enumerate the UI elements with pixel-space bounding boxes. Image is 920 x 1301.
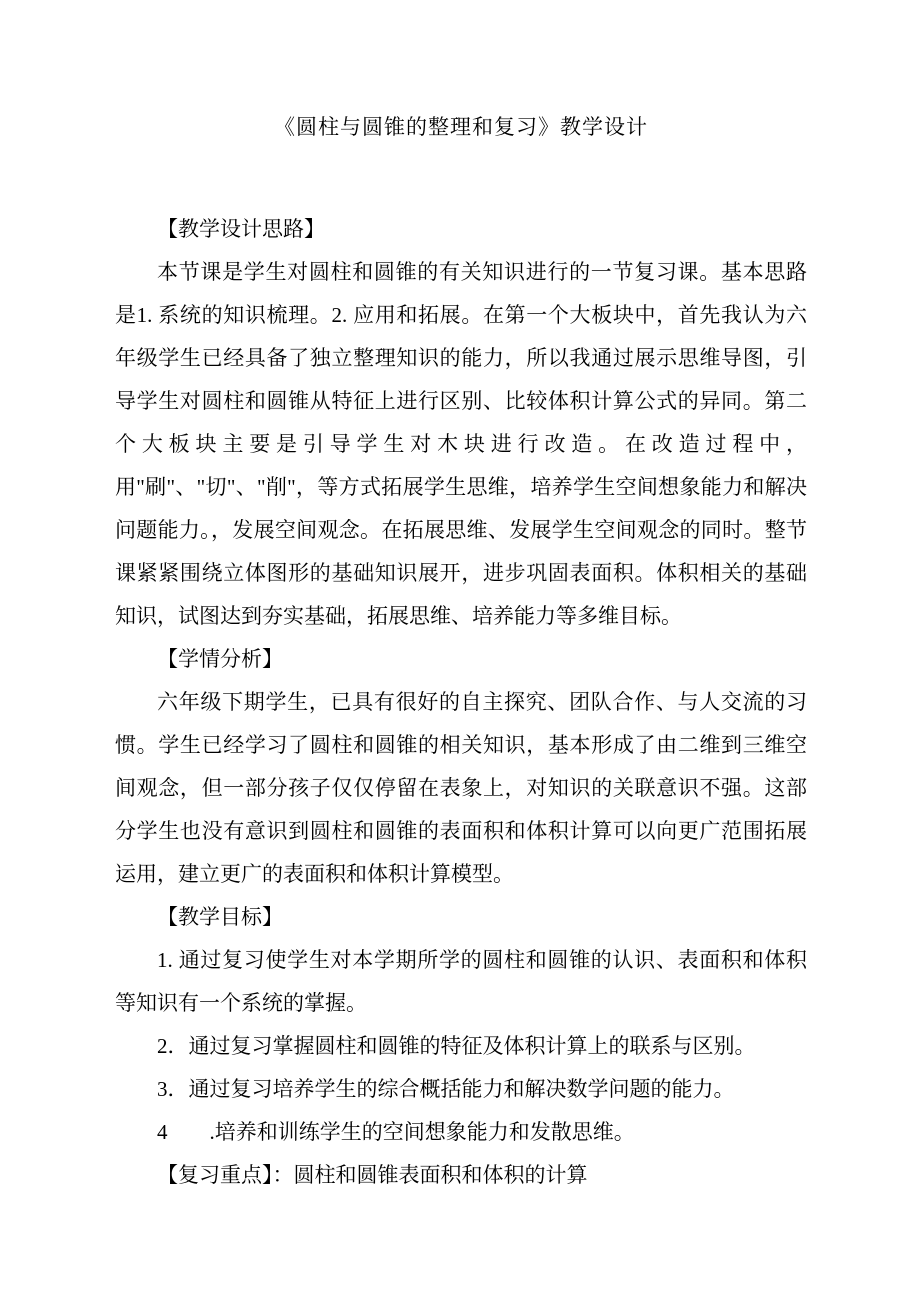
goal-item-3: 3．通过复习培养学生的综合概括能力和解决数学问题的能力。 [157, 1077, 735, 1101]
goal-item-4: 4 .培养和训练学生的空间想象能力和发散思维。 [157, 1120, 635, 1144]
goal-item-2: 2．通过复习掌握圆柱和圆锥的特征及体积计算上的联系与区别。 [157, 1034, 756, 1058]
section-heading-teaching-goals: 【教学目标】 [157, 905, 283, 929]
paragraph-learner-analysis: 六年级下期学生，已具有很好的自主探究、团队合作、与人交流的习惯。学生已经学习了圆柱和圆锥的相关知识，基本形成了由二维到三维空间观念，但一部分孩子仅仅停留在表象上，对知识的关联意识不强。这部分学生也没有意识到圆柱和圆锥的表面积和体积计算可以向更广范围拓展运用，建立更广的表面积和体积计算模型。 [115, 690, 807, 886]
section-heading-learner-analysis: 【学情分析】 [157, 647, 283, 671]
section-heading-review-focus: 【复习重点】：圆柱和圆锥表面积和体积的计算 [157, 1163, 588, 1187]
section-heading-teaching-design-idea: 【教学设计思路】 [157, 217, 325, 241]
paragraph-teaching-design-idea: 本节课是学生对圆柱和圆锥的有关知识进行的一节复习课。基本思路是1. 系统的知识梳理。2. 应用和拓展。在第一个大板块中，首先我认为六年级学生已经具备了独立整理知识的能力，所以我通过展示思维导图，引导学生对圆柱和圆锥从特征上进行区别、比较体积计算公式的异同。第二个大板块主要是引导学生对木块进行改造。在改造过程中，用"刷"、"切"、"削"，等方式拓展学生思维，培养学生空间想象能力和解决问题能力。，发展空间观念。在拓展思维、发展学生空间观念的同时。整节课紧紧围绕立体图形的基础知识展开，进步巩固表面积。体积相关的基础知识，试图达到夯实基础，拓展思维、培养能力等多维目标。 [115, 260, 807, 628]
goal-item-1: 1. 通过复习使学生对本学期所学的圆柱和圆锥的认识、表面积和体积等知识有一个系统的掌握。 [115, 948, 807, 1015]
document-title: 《圆柱与圆锥的整理和复习》教学设计 [274, 115, 648, 139]
